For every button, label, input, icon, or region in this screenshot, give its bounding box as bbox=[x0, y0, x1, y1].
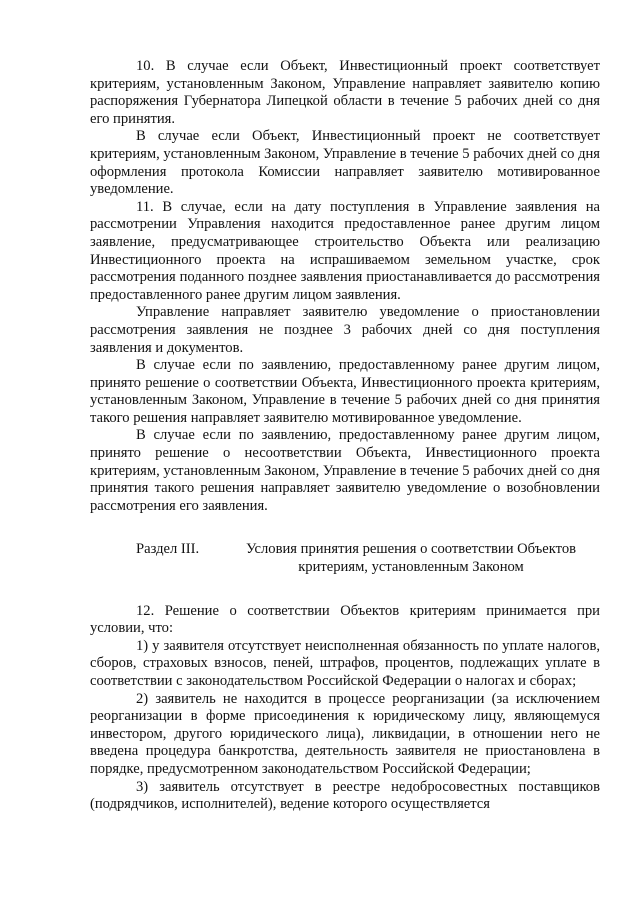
paragraph-11-notice: Управление направляет заявителю уведомление о приостановлении рассмотрения заявления не позднее 3 рабочих дней со дня поступления заявления и документов. bbox=[90, 304, 600, 356]
paragraph-10: 10. В случае если Объект, Инвестиционный проект соответствует критериям, установленным Законом, Управление направляет заявителю копию распоряжения Губернатора Липецкой области в течение 5 рабочих дней со дня его принятия. bbox=[90, 58, 600, 127]
paragraph-11-nonconformity: В случае если по заявлению, предоставленному ранее другим лицом, принято решение о несоответствии Объекта, Инвестиционного проекта критериям, установленным Законом, Управление в течение 5 рабочих дней со дня принятия такого решения направляет заявителю уведомление о возобновлении рассмотрения его заявления. bbox=[90, 427, 601, 514]
document-page bbox=[90, 58, 600, 814]
paragraph-12-item-1: 1) у заявителя отсутствует неисполненная обязанность по уплате налогов, сборов, страховых взносов, пеней, штрафов, процентов, подлежащих уплате в соответствии с законодательством Российской Федерации о налогах и сборах; bbox=[90, 637, 600, 689]
paragraph-11: 11. В случае, если на дату поступления в Управление заявления на рассмотрении Управления находится предоставленное ранее другим лицом заявление, предусматривающее строительство Объекта или реализацию Инвестиционного проекта на испрашиваемом земельном участке, срок рассмотрения поданного позднее заявления приостанавливается до рассмотрения предоставленного ранее другим лицом заявления. bbox=[90, 198, 600, 303]
paragraph-11-conformity: В случае если по заявлению, предоставленному ранее другим лицом, принято решение о соответствии Объекта, Инвестиционного проекта критериям, установленным Законом, Управление в течение 5 рабочих дней со дня принятия такого решения направляет заявителю мотивированное уведомление. bbox=[90, 357, 600, 426]
paragraph-12-item-2: 2) заявитель не находится в процессе реорганизации (за исключением реорганизации в форме присоединения к юридическому лицу, являющемуся инвестором, другого юридического лица), ликвидации, в отношении него не введена процедура банкротства, деятельность заявителя не приостановлена в порядке, предусмотренном законодательством Российской Федерации; bbox=[90, 690, 600, 777]
paragraph-10-negative: В случае если Объект, Инвестиционный проект не соответствует критериям, установленным Законом, Управление в течение 5 рабочих дней со дня оформления протокола Комиссии направляет заявителю мотивированное уведомление. bbox=[90, 128, 601, 198]
section-heading bbox=[90, 541, 600, 576]
paragraph-12-item-3: 3) заявитель отсутствует в реестре недобросовестных поставщиков (подрядчиков, исполнителей), ведение которого осуществляется bbox=[90, 778, 600, 813]
section-number: Раздел III. bbox=[136, 541, 200, 558]
paragraph-12: 12. Решение о соответствии Объектов критериям принимается при условии, что: bbox=[90, 602, 600, 637]
section-title: Условия принятия решения о соответствии Объектов критериям, установленным Законом bbox=[245, 541, 577, 576]
